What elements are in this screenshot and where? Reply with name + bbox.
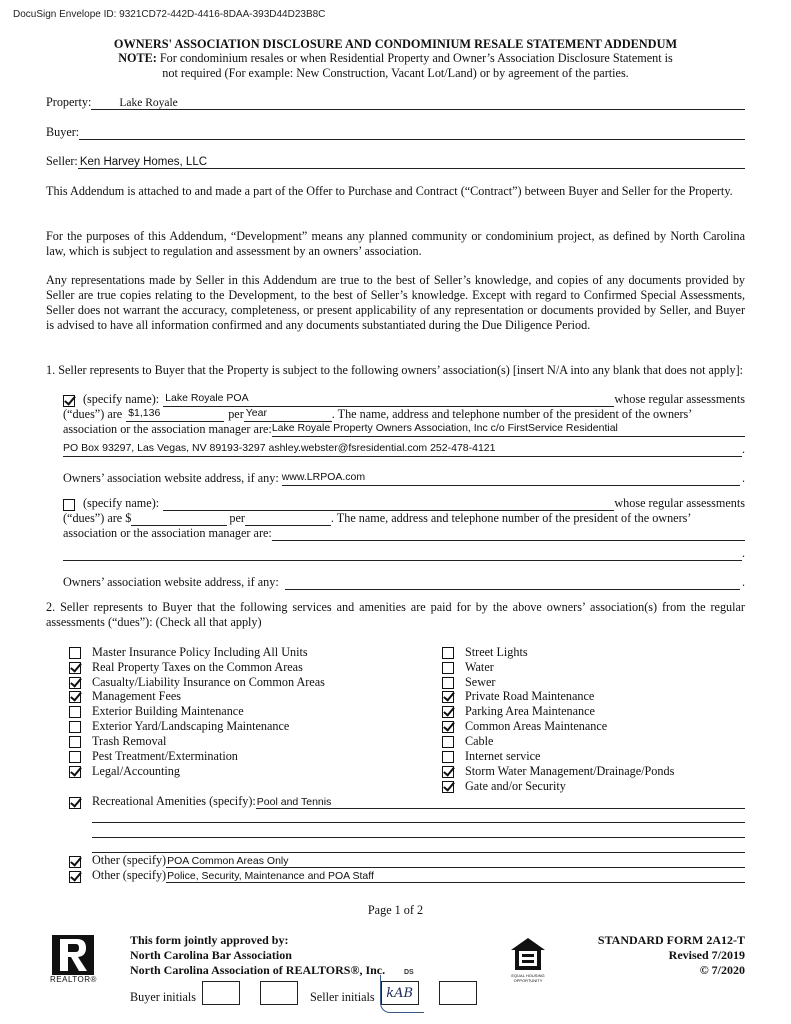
service-label: Pest Treatment/Extermination [92, 749, 238, 763]
checkbox[interactable] [442, 721, 454, 733]
website-label: Owners’ association website address, if any: [63, 471, 279, 485]
checkbox[interactable] [442, 751, 454, 763]
section1-intro: 1. Seller represents to Buyer that the Property is subject to the following owners’ association(s) [insert N/A into any blank that does not apply]: [46, 363, 744, 377]
association-2-website-input[interactable] [285, 576, 740, 590]
service-label: Street Lights [465, 645, 528, 659]
checkbox[interactable] [442, 647, 454, 659]
per-label: per [229, 511, 245, 525]
docusign-bracket [380, 975, 424, 1013]
service-item[interactable] [69, 749, 238, 764]
checkbox[interactable] [69, 647, 81, 659]
service-label: Legal/Accounting [92, 764, 180, 778]
recreational-extra-line-3[interactable] [92, 838, 745, 853]
association-1-checkbox[interactable] [63, 395, 75, 407]
service-item[interactable] [69, 719, 289, 734]
buyer-initials-box-1[interactable] [202, 981, 240, 1005]
checkbox[interactable] [69, 766, 81, 778]
form-id: STANDARD FORM 2A12-T [597, 933, 745, 947]
form-id-block [598, 933, 745, 978]
service-item[interactable] [442, 734, 493, 749]
specify-name-label: (specify name): [83, 496, 160, 510]
recreational-extra-line-1[interactable] [92, 808, 745, 823]
revised-date: Revised 7/2019 [668, 948, 745, 962]
president-text: . The name, address and telephone number of the president of the owners’ [331, 407, 693, 421]
association-2-manager-input-2[interactable] [63, 547, 742, 561]
checkbox[interactable] [442, 736, 454, 748]
recreational-input[interactable] [256, 795, 745, 809]
approved-line-1: This form jointly approved by: [130, 933, 289, 947]
service-label: Storm Water Management/Drainage/Ponds [465, 764, 675, 778]
service-item[interactable] [442, 749, 540, 764]
equal-housing-icon [510, 937, 546, 975]
whose-assessments-label: whose regular assessments [614, 392, 745, 406]
initials-row [130, 977, 477, 1005]
service-item[interactable] [442, 779, 566, 794]
manager-label: association or the association manager are: [63, 526, 272, 540]
recreational-checkbox[interactable] [69, 797, 81, 809]
association-1-manager-line-1: Lake Royale Property Owners Association, Inc c/o FirstService Residential [271, 422, 618, 434]
service-item[interactable] [69, 645, 308, 660]
service-label: Sewer [465, 675, 496, 689]
realtor-logo-icon [52, 935, 94, 975]
service-item[interactable] [69, 764, 180, 779]
page-number: Page 1 of 2 [367, 903, 424, 917]
paragraph-addendum: This Addendum is attached to and made a part of the Offer to Purchase and Contract (“Contract”) between Buyer and Seller for the Property. [46, 184, 733, 198]
checkbox[interactable] [69, 691, 81, 703]
website-label: Owners’ association website address, if any: [63, 575, 279, 589]
association-2-dues-input[interactable] [131, 512, 227, 526]
service-label: Casualty/Liability Insurance on Common Areas [92, 675, 325, 689]
service-label: Private Road Maintenance [465, 689, 595, 703]
checkbox[interactable] [442, 691, 454, 703]
president-text: . The name, address and telephone number of the president of the owners’ [330, 511, 692, 525]
association-1-per: Year [245, 407, 267, 419]
association-1-website-input[interactable] [282, 472, 740, 486]
checkbox[interactable] [69, 677, 81, 689]
checkbox[interactable] [442, 781, 454, 793]
other-1-checkbox[interactable] [69, 856, 81, 868]
realtor-logo-text: REALTOR® [50, 975, 97, 984]
seller-initials-signature: kAB [386, 985, 414, 1001]
service-item[interactable] [69, 675, 325, 690]
docusign-envelope-id: DocuSign Envelope ID: 9321CD72-442D-4416-8DAA-393D44D23B8C [13, 9, 326, 20]
buyer-initials-label: Buyer initials [130, 990, 197, 1004]
other-row-1 [69, 853, 745, 868]
dues-label: (“dues”) are [63, 407, 123, 421]
association-1-dues: $1,136 [128, 407, 161, 419]
checkbox[interactable] [442, 677, 454, 689]
service-item[interactable] [442, 689, 594, 704]
other-1-value: POA Common Areas Only [167, 855, 289, 867]
recreational-extra-line-2[interactable] [92, 823, 745, 838]
service-label: Real Property Taxes on the Common Areas [92, 660, 303, 674]
association-1-manager-line-2: PO Box 93297, Las Vegas, NV 89193-3297 ashley.webster@fsresidential.com 252-478-4121 [63, 442, 496, 454]
buyer-label: Buyer: [46, 125, 80, 139]
other-2-checkbox[interactable] [69, 871, 81, 883]
checkbox[interactable] [442, 766, 454, 778]
seller-value: Ken Harvey Homes, LLC [79, 156, 208, 168]
per-label: per [228, 407, 244, 421]
note-label: NOTE: [118, 51, 157, 65]
service-label: Exterior Building Maintenance [92, 704, 244, 718]
seller-initials-label: Seller initials [310, 990, 375, 1004]
association-1-name-input[interactable] [163, 393, 614, 407]
other-1-label: Other (specify) [92, 853, 167, 867]
seller-label: Seller: [46, 154, 78, 168]
association-2-manager-input-1[interactable] [272, 527, 745, 541]
association-2: (specify name): whose regular assessments (“dues”) are $ per . The name, address and telephone number of the president of the owners’ association or the association manager are: . Owners’ association website address, if any: . [63, 496, 745, 589]
association-1-dues-input[interactable] [126, 408, 224, 422]
service-label: Exterior Yard/Landscaping Maintenance [92, 719, 290, 733]
checkbox[interactable] [69, 662, 81, 674]
other-row-2 [69, 868, 745, 883]
document-title: OWNERS' ASSOCIATION DISCLOSURE AND CONDOMINIUM RESALE STATEMENT ADDENDUM [113, 37, 678, 51]
checkbox[interactable] [69, 751, 81, 763]
recreational-value: Pool and Tennis [256, 796, 332, 808]
association-1-manager-input-2[interactable] [63, 443, 742, 457]
property-input[interactable] [91, 96, 745, 110]
other-2-input[interactable] [166, 869, 745, 883]
association-1: (specify name): Lake Royale POA whose regular assessments (“dues”) are $1,136 per Year . The name, address and telephone number of the president of the owners’ association or the association manager are: Lake Royale Property Owners Association, Inc c/o FirstService Residential PO Box 93297, Las Vegas, NV 89193-3297 ashley.webster@fsresidential.com 252-478-4121 . Owners’ association website address, if any: www.LRPOA.com . [63, 392, 745, 485]
approved-line-2: North Carolina Bar Association [130, 948, 292, 962]
service-item[interactable] [69, 704, 244, 719]
paragraph-development: For the purposes of this Addendum, “Development” means any planned community or condominium project, as defined by North Carolina law, which is subject to regulation and assessment by an owners’ association. [46, 229, 745, 258]
property-field [46, 94, 745, 110]
association-1-website: www.LRPOA.com [281, 471, 366, 483]
service-label: Water [465, 660, 494, 674]
other-2-value: Police, Security, Maintenance and POA Staff [167, 870, 374, 882]
association-1-per-input[interactable] [244, 408, 332, 422]
service-item[interactable] [69, 689, 181, 704]
buyer-initials-box-2[interactable] [260, 981, 298, 1005]
buyer-input[interactable] [79, 126, 745, 140]
association-1-name: Lake Royale POA [165, 392, 249, 404]
section2-intro: 2. Seller represents to Buyer that the following services and amenities are paid for by the above owners’ association(s) from the regular assessments (“dues”): (Check all that apply) [46, 600, 745, 629]
seller-initials-box-2[interactable] [439, 981, 477, 1005]
note-line-1: For condominium resales or when Residential Property and Owner’s Association Disclosure Statement is [156, 51, 673, 65]
note-line-2: not required (For example: New Construction, Vacant Lot/Land) or by agreement of the parties. [162, 66, 629, 80]
service-label: Cable [465, 734, 494, 748]
approval-block [130, 933, 385, 978]
service-label: Management Fees [92, 689, 182, 703]
service-label: Parking Area Maintenance [465, 704, 595, 718]
property-value: Lake Royale [119, 97, 178, 109]
service-label: Trash Removal [92, 734, 167, 748]
other-1-input[interactable] [166, 854, 745, 868]
service-label: Common Areas Maintenance [465, 719, 608, 733]
service-label: Gate and/or Security [465, 779, 566, 793]
manager-label: association or the association manager are: [63, 422, 272, 436]
service-item[interactable] [69, 660, 303, 675]
specify-name-label: (specify name): [83, 392, 160, 406]
association-2-checkbox[interactable] [63, 499, 75, 511]
service-label: Internet service [465, 749, 541, 763]
checkbox[interactable] [442, 662, 454, 674]
note-block [0, 51, 791, 81]
services-right-column [442, 645, 762, 795]
checkbox[interactable] [69, 721, 81, 733]
association-2-per-input[interactable] [245, 512, 331, 526]
association-1-manager-input-1[interactable] [272, 423, 745, 437]
other-2-label: Other (specify) [92, 868, 167, 882]
recreational-label: Recreational Amenities (specify): [92, 794, 256, 808]
dues-label: (“dues”) are $ [63, 511, 132, 525]
seller-input[interactable] [78, 155, 745, 169]
service-item[interactable] [442, 675, 495, 690]
buyer-field [46, 124, 745, 140]
copyright: © 7/2020 [699, 963, 745, 977]
recreational-amenities-row [69, 794, 745, 809]
seller-field [46, 153, 745, 169]
service-item[interactable] [442, 719, 607, 734]
services-left-column [69, 645, 399, 785]
checkbox[interactable] [442, 706, 454, 718]
docusign-tag: DS [404, 969, 414, 976]
paragraph-representations: Any representations made by Seller in this Addendum are true to the best of Seller’s knowledge, and copies of any documents provided by Seller are true copies relating to the Development, to the best of Seller’s knowledge. Except with regard to Confirmed Special Assessments, Seller does not warrant the accuracy, completeness, or present applicability of any representation or documents provided by Seller, and Buyer is advised to have all information confirmed and any documents substantiated during the Due Diligence Period. [46, 273, 745, 332]
service-item[interactable] [442, 704, 595, 719]
checkbox[interactable] [69, 736, 81, 748]
approved-line-3: North Carolina Association of REALTORS®, Inc. [130, 963, 386, 977]
checkbox[interactable] [69, 706, 81, 718]
service-item[interactable] [442, 660, 494, 675]
property-label: Property: [46, 95, 92, 109]
service-label: Master Insurance Policy Including All Units [92, 645, 308, 659]
service-item[interactable] [442, 764, 674, 779]
service-item[interactable] [69, 734, 166, 749]
equal-housing-text: EQUAL HOUSING OPPORTUNITY [511, 973, 545, 983]
association-2-name-input[interactable] [163, 497, 614, 511]
service-item[interactable] [442, 645, 528, 660]
whose-assessments-label: whose regular assessments [614, 496, 745, 510]
